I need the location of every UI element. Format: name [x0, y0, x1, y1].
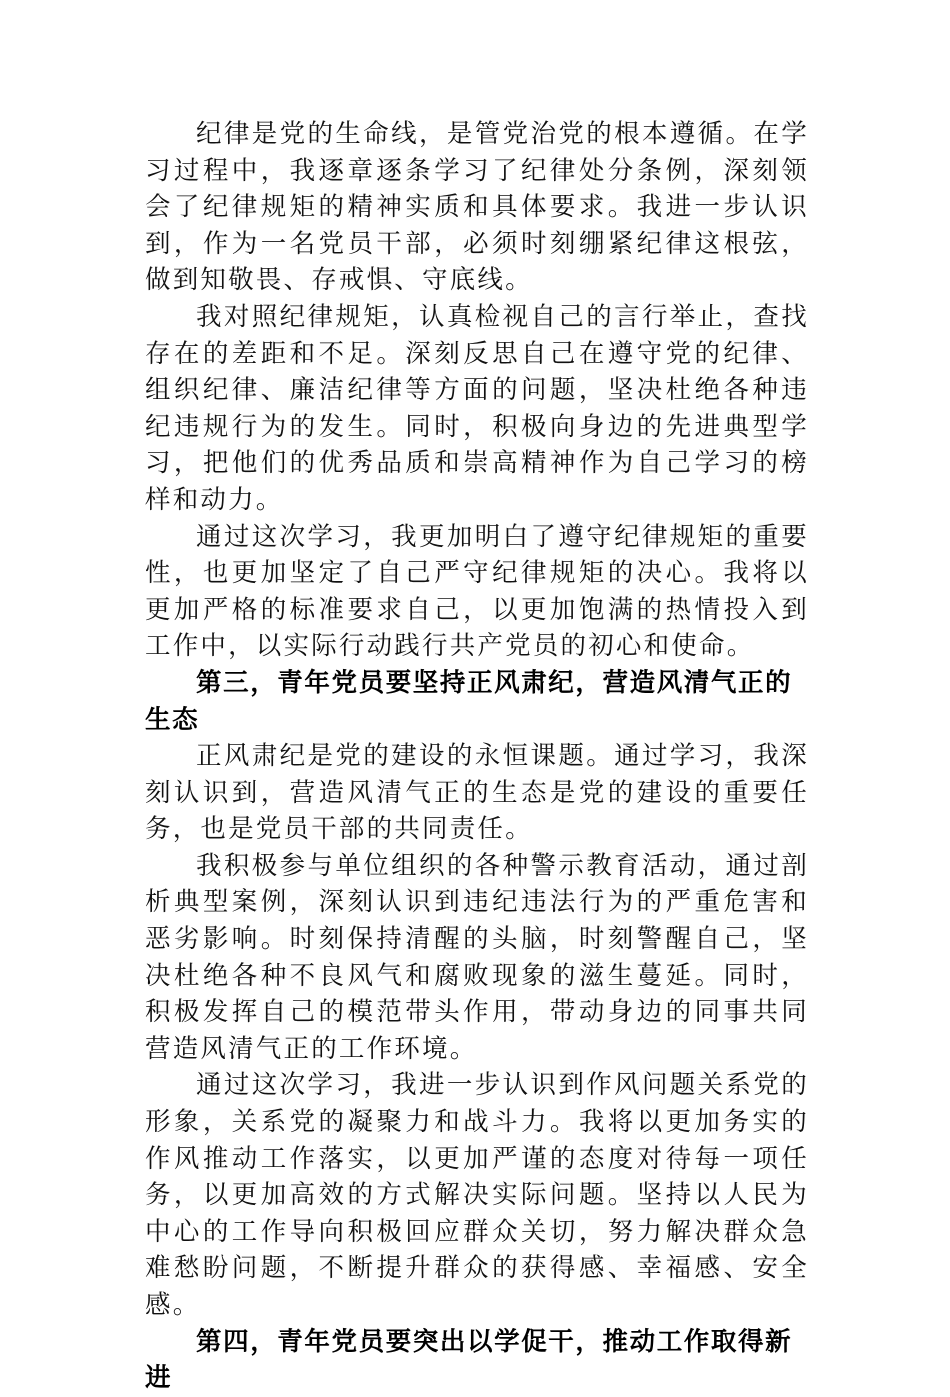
document-body — [145, 116, 809, 1397]
paragraph-work-style: 通过这次学习，我进一步认识到作风问题关系党的形象，关系党的凝聚力和战斗力。我将以更加务实的作风推动工作落实，以更加严谨的态度对待每一项任务，以更加高效的方式解决实际问题。坚持以人民为中心的工作导向积极回应群众关切，努力解决群众急难愁盼问题，不断提升群众的获得感、幸福感、安全感。 — [145, 1070, 809, 1320]
section-heading-third: 第三，青年党员要坚持正风肃纪，营造风清气正的生态 — [145, 667, 793, 735]
section-heading-fourth: 第四，青年党员要突出以学促干，推动工作取得新进 — [145, 1326, 793, 1394]
paragraph-study-resolve: 通过这次学习，我更加明白了遵守纪律规矩的重要性，也更加坚定了自己严守纪律规矩的决心。我将以更加严格的标准要求自己，以更加饱满的热情投入到工作中，以实际行动践行共产党员的初心和使命。 — [145, 521, 809, 662]
paragraph-self-examination: 我对照纪律规矩，认真检视自己的言行举止，查找存在的差距和不足。深刻反思自己在遵守党的纪律、组织纪律、廉洁纪律等方面的问题，坚决杜绝各种违纪违规行为的发生。同时，积极向身边的先进典型学习，把他们的优秀品质和崇高精神作为自己学习的榜样和动力。 — [145, 301, 809, 515]
paragraph-discipline-lifeline: 纪律是党的生命线，是管党治党的根本遵循。在学习过程中，我逐章逐条学习了纪律处分条例，深刻领会了纪律规矩的精神实质和具体要求。我进一步认识到，作为一名党员干部，必须时刻绷紧纪律这根弦，做到知敬畏、存戒惧、守底线。 — [145, 119, 809, 296]
paragraph-warning-education: 我积极参与单位组织的各种警示教育活动，通过剖析典型案例，深刻认识到违纪违法行为的严重危害和恶劣影响。时刻保持清醒的头脑，时刻警醒自己，坚决杜绝各种不良风气和腐败现象的滋生蔓延。同时，积极发挥自己的模范带头作用，带动身边的同事共同营造风清气正的工作环境。 — [145, 850, 809, 1064]
paragraph-rectify-conduct: 正风肃纪是党的建设的永恒课题。通过学习，我深刻认识到，营造风清气正的生态是党的建设的重要任务，也是党员干部的共同责任。 — [145, 741, 809, 845]
